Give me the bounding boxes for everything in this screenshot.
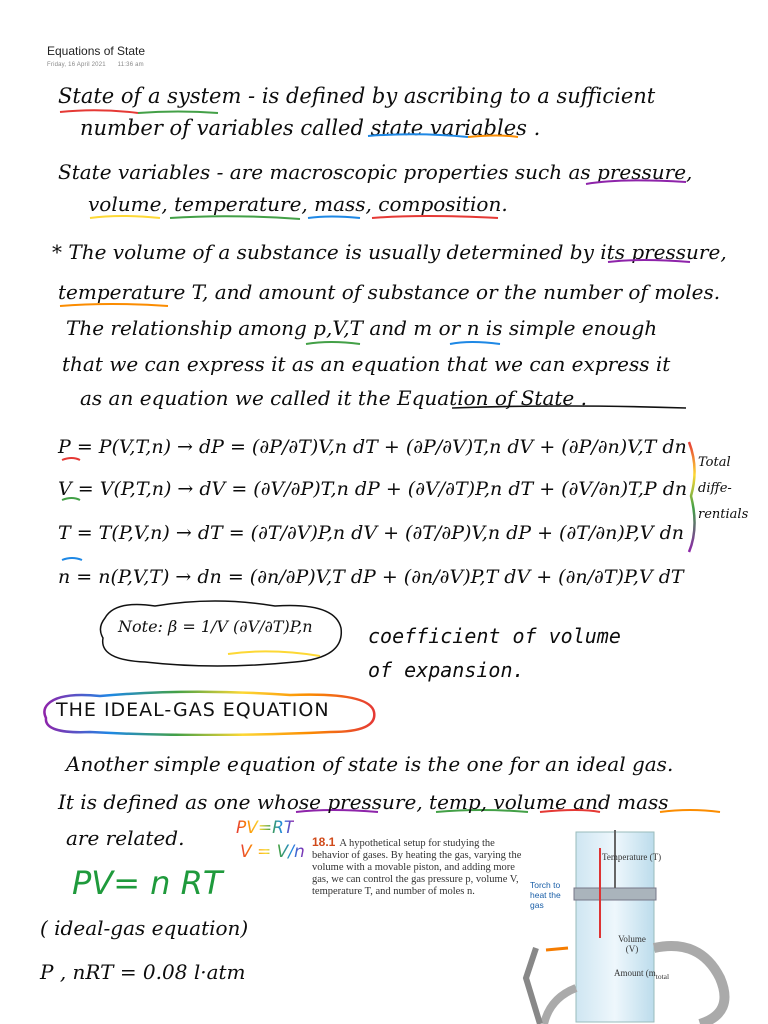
bottom-partial-line: P , nRT = 0.08 l·atm (40, 960, 246, 984)
note-beta-definition: Note: β = 1/V (∂V/∂T)P,n (118, 617, 313, 636)
page-date: Friday, 16 April 2021 (47, 62, 106, 68)
equation-moles: n = n(P,V,T) → dn = (∂n/∂P)V,T dP + (∂n/∂V)P,T dV + (∂n/∂T)P,V dT (58, 566, 684, 588)
line-macroscopic: State variables - are macroscopic properties such as pressure, (58, 160, 693, 184)
figure-number: 18.1 (312, 835, 336, 849)
figure-torch-label: Torch to heat the gas (530, 880, 561, 910)
figure-amount-sub: total (655, 971, 670, 981)
ideal-line-3: are related. (66, 826, 185, 850)
ideal-gas-equation: PV= n RT (72, 864, 223, 902)
line-volume-substance: * The volume of a substance is usually determined by its pressure, (52, 240, 727, 264)
line-relationship: The relationship among p,V,T and m or n is simple enough (66, 316, 658, 340)
pv-rt-colored: PV=RT (236, 818, 295, 838)
coefficient-line-2: of expansion. (368, 658, 525, 682)
page-title: Equations of State (47, 44, 146, 58)
figure-caption (312, 836, 522, 898)
equation-volume: V = V(P,T,n) → dV = (∂V/∂P)T,n dP + (∂V/∂T)P,n dT + (∂V/∂n)T,P dn (58, 478, 688, 500)
figure-amount-label (614, 968, 669, 982)
line-volume-temp: volume, temperature, mass, composition. (88, 192, 508, 216)
figure-volume-label: Volume (V) (618, 934, 646, 954)
figure-caption-text: A hypothetical setup for studying the behavior of gases. By heating the gas, varying the volume with a movable piston, and adding more gas, we can control the gas pressure p, volume V, temperature T, and number of moles n. (312, 838, 522, 897)
page-time: 11:36 am (117, 62, 144, 68)
figure-temperature-label: Temperature (T) (602, 852, 662, 862)
total-differentials-label: Total diffe-rentials (698, 455, 749, 522)
line-equation-of-state: as an equation we called it the Equation of State . (80, 386, 587, 410)
ideal-line-1: Another simple equation of state is the one for an ideal gas. (66, 752, 674, 776)
ideal-gas-heading: THE IDEAL-GAS EQUATION (56, 699, 330, 721)
equation-temperature: T = T(P,V,n) → dT = (∂T/∂V)P,n dV + (∂T/∂P)V,n dP + (∂T/∂n)P,V dn (58, 522, 684, 544)
ideal-gas-equation-label: ( ideal-gas equation) (40, 916, 249, 940)
line-state-variables-defined: number of variables called state variables . (80, 116, 541, 140)
figure-amount-text: Amount (m (614, 968, 656, 978)
equation-pressure: P = P(V,T,n) → dP = (∂P/∂T)V,n dT + (∂P/∂V)T,n dV + (∂P/∂n)V,T dn (58, 436, 687, 458)
coefficient-line-1: coefficient of volume (368, 624, 621, 648)
v-over-n-colored: V = V/n (240, 842, 305, 862)
line-state-of-system: State of a system - is defined by ascribing to a sufficient (58, 84, 656, 108)
ideal-line-2: It is defined as one whose pressure, temp, volume and mass (58, 790, 669, 814)
line-temperature-moles: temperature T, and amount of substance or the number of moles. (58, 280, 721, 304)
line-express-equation: that we can express it as an equation that we can express it (62, 352, 671, 376)
